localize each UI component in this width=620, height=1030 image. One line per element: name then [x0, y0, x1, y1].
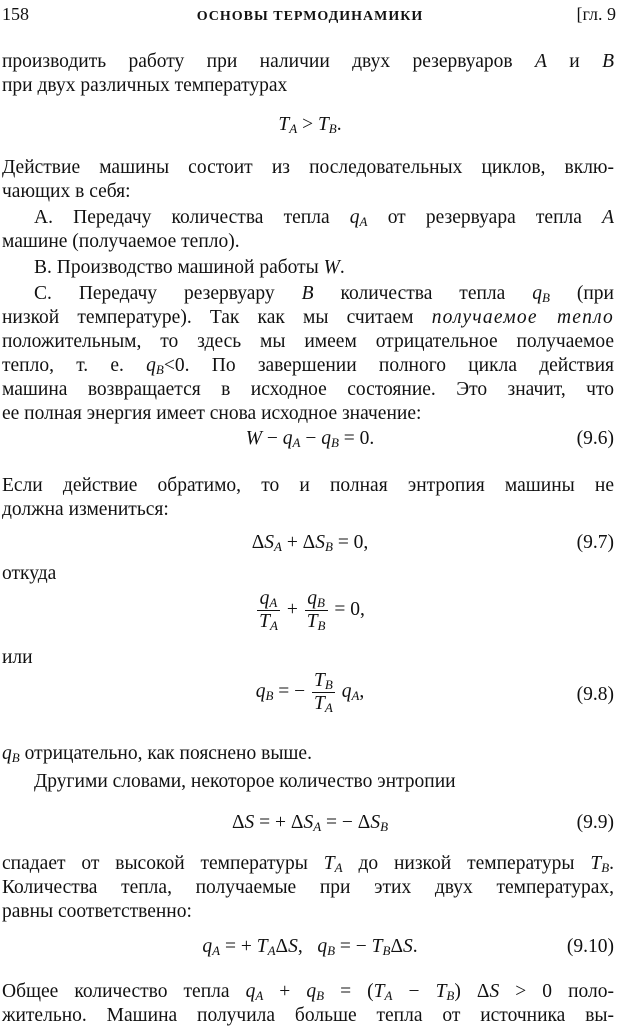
text-line: Другими словами, некоторое количество энтропии: [34, 771, 456, 792]
running-title: ОСНОВЫ ТЕРМОДИНАМИКИ: [196, 9, 424, 24]
text-line: Действие машины состоит из последовательных циклов, вклю-: [2, 157, 614, 178]
equation-number: (9.9): [576, 812, 614, 833]
equation-number: (9.8): [576, 684, 614, 705]
text-line: при двух различных температурах: [2, 75, 288, 96]
text-line: спадает от высокой температуры $T_A$ до низкой температуры $T_B$.: [2, 853, 615, 875]
chapter-label: [гл. 9: [576, 4, 616, 24]
text-line: C. Передачу резервуару B количества тепла $q_B$ (при: [34, 283, 614, 305]
text-line: B. Производство машиной работы W.: [34, 257, 345, 278]
equation-number: (9.6): [576, 428, 614, 449]
formula-ta-gt-tb: $T_A > T_B$.: [278, 114, 342, 136]
equation-number: (9.7): [576, 532, 614, 553]
text-line: низкой температуре). Так как мы считаем получаемое тепло: [2, 307, 615, 328]
equation-number: (9.10): [566, 936, 614, 957]
text-line: Количества тепла, получаемые при этих двух температурах,: [2, 877, 614, 898]
text-line: положительным, то здесь мы имеем отрицательное получаемое: [2, 331, 614, 352]
text-line: ее полная энергия имеет снова исходное значение:: [2, 403, 422, 424]
text-line: A. Передачу количества тепла $q_A$ от резервуара тепла A: [34, 207, 615, 229]
text-line: чающих в себя:: [2, 181, 131, 202]
text-line: или: [2, 647, 33, 668]
text-line: машина возвращается в исходное состояние. Это значит, что: [2, 379, 614, 400]
text-line: $q_B$ отрицательно, как пояснено выше.: [2, 743, 312, 765]
equation-9-10: $q_A$ = + $T_A\Delta S$, $q_B$ = − $T_B\Delta S$.: [202, 936, 418, 958]
text-line: откуда: [2, 563, 57, 584]
text-line: равны соответственно:: [2, 901, 192, 922]
text-line: Если действие обратимо, то и полная энтропия машины не: [2, 475, 614, 496]
page-number: 158: [2, 4, 29, 24]
text-line: Общее количество тепла $q_A + q_B = (T_A - T_B) \Delta S > 0$ поло-: [2, 981, 615, 1003]
text-line: должна измениться:: [2, 499, 169, 520]
equation-entropy-ratio: $\frac{q_A}{T_A}$ + $\frac{q_B}{T_B}$ = 0,: [259, 588, 365, 633]
equation-9-6: $W - q_A - q_B = 0$.: [245, 428, 375, 450]
equation-9-8: $q_B$ = − $\frac{T_B}{T_A}$ $q_A$,: [255, 670, 365, 715]
equation-9-9: ΔS = + $\Delta S_A$ = − $\Delta S_B$: [231, 812, 389, 834]
equation-9-7: $\Delta S_A + \Delta S_B = 0$,: [251, 532, 369, 554]
text-line: машине (получаемое тепло).: [2, 231, 240, 252]
text-line: тепло, т. е. $q_B<0$. По завершении полного цикла действия: [2, 355, 615, 377]
text-line: производить работу при наличии двух резервуаров A и B: [2, 51, 615, 72]
text-line: жительно. Машина получила больше тепла от источника вы-: [2, 1005, 614, 1026]
